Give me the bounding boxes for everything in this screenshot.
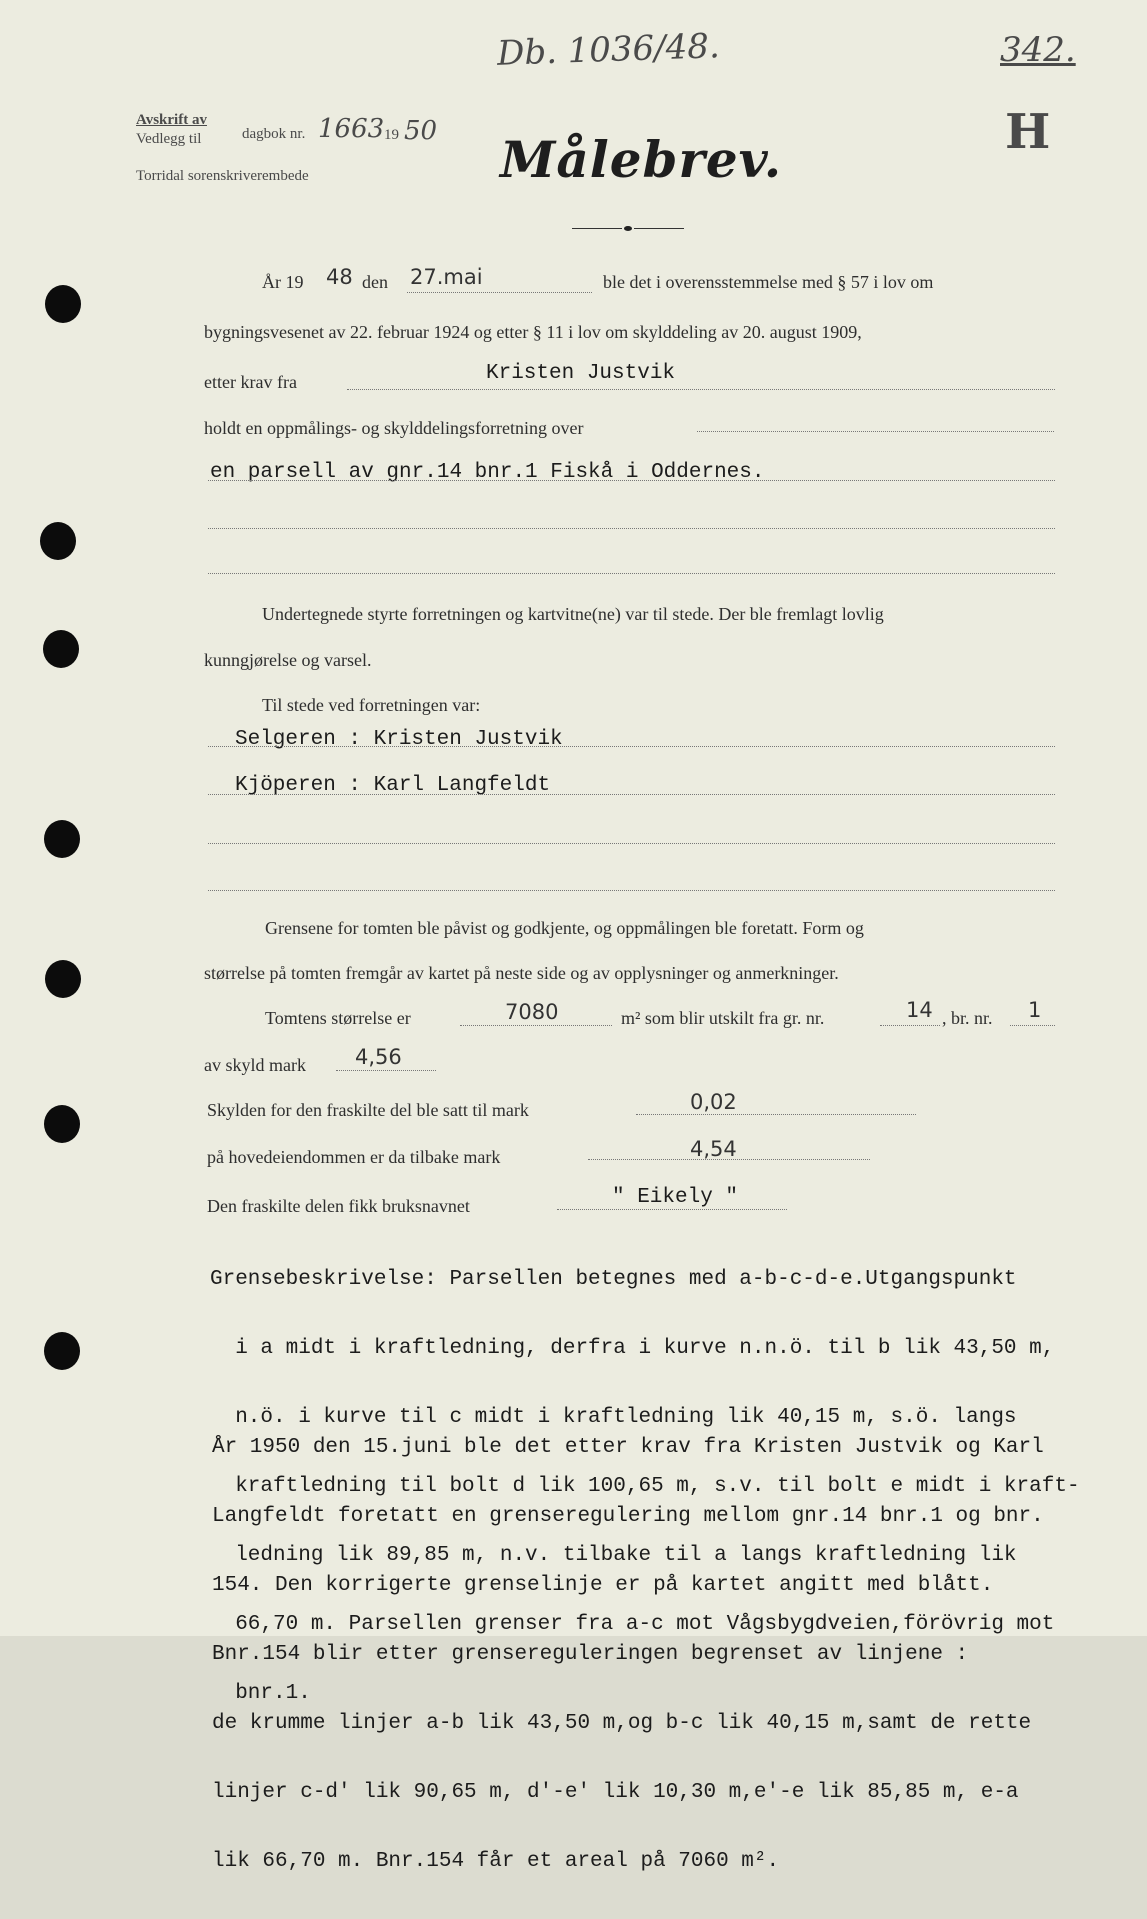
regulation-line: 154. Den korrigerte grenselinje er på kartet angitt med blått.	[212, 1574, 994, 1597]
description-line: bnr.1.	[210, 1682, 311, 1705]
hoved-label: på hovedeiendommen er da tilbake mark	[207, 1147, 501, 1167]
krav-label: etter krav fra	[204, 372, 297, 392]
regulation-line: Bnr.154 blir etter grensereguleringen begrenset av linjene :	[212, 1643, 969, 1666]
year-value: 48	[326, 265, 353, 289]
bruk-dotted-line	[557, 1209, 787, 1210]
document-title: Målebrev.	[500, 130, 783, 189]
regulation-line: linjer c-d' lik 90,65 m, d'-e' lik 10,30 m,e'-e lik 85,85 m, e-a	[212, 1781, 1019, 1804]
attendance-line1: Undertegnede styrte forretningen og kartvitne(ne) var til stede. Der ble fremlagt lovlig	[262, 604, 884, 624]
punch-hole	[45, 285, 81, 323]
bnr-dotted-line	[1010, 1025, 1055, 1026]
holdt-dotted-line	[697, 431, 1054, 432]
stamp-year-value: 50	[404, 116, 438, 146]
krav-value: Kristen Justvik	[486, 362, 676, 385]
punch-hole	[44, 1332, 80, 1370]
den-label: den	[362, 272, 388, 292]
krav-dotted-line	[347, 389, 1055, 390]
fraskilt-dotted-line	[636, 1114, 916, 1115]
punch-hole	[45, 960, 81, 998]
date-value: 27.mai	[410, 265, 483, 289]
size-unit: m² som blir utskilt fra gr. nr.	[621, 1008, 825, 1028]
gnr-dotted-line	[880, 1025, 940, 1026]
skyld-label: av skyld mark	[204, 1055, 306, 1075]
regulation-paragraph	[212, 1390, 1044, 1919]
skyld-dotted-line	[336, 1070, 436, 1071]
punch-hole	[44, 820, 80, 858]
blank-dotted-line	[208, 890, 1055, 891]
parcel-value: en parsell av gnr.14 bnr.1 Fiskå i Oddernes.	[210, 461, 765, 484]
punch-hole	[40, 522, 76, 560]
stamp-line-vedlegg: Vedlegg til	[136, 131, 202, 147]
intro-line2: bygningsvesenet av 22. februar 1924 og etter § 11 i lov om skylddeling av 20. august 1909,	[204, 322, 862, 342]
description-line: 66,70 m. Parsellen grenser fra a-c mot Vågsbygdveien,förövrig mot	[210, 1613, 1055, 1636]
description-line: i a midt i kraftledning, derfra i kurve n.n.ö. til b lik 43,50 m,	[210, 1337, 1055, 1360]
date-dotted-line	[407, 292, 592, 293]
punch-hole	[43, 630, 79, 668]
seller-dotted-line	[208, 746, 1055, 747]
skyld-value: 4,56	[355, 1045, 402, 1069]
holdt-label: holdt en oppmålings- og skylddelingsforretning over	[204, 418, 584, 438]
stamp-line-court: Torridal sorenskriverembede	[136, 168, 309, 184]
description-line: n.ö. i kurve til c midt i kraftledning lik 40,15 m, s.ö. langs	[210, 1406, 1017, 1429]
bnr-label: , br. nr.	[942, 1008, 993, 1028]
bnr-value: 1	[1028, 998, 1042, 1022]
hoved-dotted-line	[588, 1159, 870, 1160]
regulation-line: Langfeldt foretatt en grenseregulering mellom gnr.14 bnr.1 og bnr.	[212, 1505, 1044, 1528]
blank-dotted-line	[208, 573, 1055, 574]
handwritten-page-number: 342.	[1000, 30, 1076, 70]
stamp-year-prefix: 19	[384, 127, 399, 143]
title-ornament	[572, 226, 684, 232]
description-line: Grensebeskrivelse: Parsellen betegnes med a-b-c-d-e.Utgangspunkt	[210, 1268, 1017, 1291]
bruk-value: " Eikely "	[612, 1186, 739, 1209]
gnr-value: 14	[906, 998, 933, 1022]
boundary-line1: Grensene for tomten ble påvist og godkjente, og oppmålingen ble foretatt. Form og	[265, 918, 864, 938]
description-line: kraftledning til bolt d lik 100,65 m, s.v. til bolt e midt i kraft-	[210, 1475, 1080, 1498]
size-dotted-line	[460, 1025, 612, 1026]
stamp-dagbok-value: 1663	[318, 114, 385, 144]
buyer-dotted-line	[208, 794, 1055, 795]
intro-line1: ble det i overensstemmelse med § 57 i lov om	[603, 272, 934, 292]
buyer-value: Kjöperen : Karl Langfeldt	[235, 774, 551, 797]
year-prefix: År 19	[262, 272, 304, 292]
parcel-dotted-line	[208, 480, 1055, 481]
stamp-line-avskrift: Avskrift av	[136, 112, 207, 128]
bruk-label: Den fraskilte delen fikk bruksnavnet	[207, 1196, 470, 1216]
blank-dotted-line	[208, 528, 1055, 529]
hoved-value: 4,54	[690, 1137, 737, 1161]
size-label: Tomtens størrelse er	[265, 1008, 411, 1028]
fraskilt-label: Skylden for den fraskilte del ble satt til mark	[207, 1100, 529, 1120]
regulation-line: de krumme linjer a-b lik 43,50 m,og b-c lik 40,15 m,samt de rette	[212, 1712, 1032, 1735]
handwritten-initial: H	[1005, 104, 1051, 160]
seller-value: Selgeren : Kristen Justvik	[235, 728, 563, 751]
description-line: ledning lik 89,85 m, n.v. tilbake til a langs kraftledning lik	[210, 1544, 1017, 1567]
size-value: 7080	[505, 1000, 559, 1024]
regulation-line: lik 66,70 m. Bnr.154 får et areal på 7060 m².	[212, 1850, 780, 1873]
stamp-dagbok-label: dagbok nr.	[242, 126, 306, 142]
blank-dotted-line	[208, 843, 1055, 844]
fraskilt-value: 0,02	[690, 1090, 737, 1114]
boundary-line2: størrelse på tomten fremgår av kartet på neste side og av opplysninger og anmerkninger.	[204, 963, 839, 983]
regulation-line: År 1950 den 15.juni ble det etter krav fra Kristen Justvik og Karl	[212, 1436, 1044, 1459]
handwritten-reference-number: Db. 1036/48.	[496, 26, 721, 74]
attendance-line2: kunngjørelse og varsel.	[204, 650, 372, 670]
punch-hole	[44, 1105, 80, 1143]
attendance-line3: Til stede ved forretningen var:	[262, 695, 481, 715]
